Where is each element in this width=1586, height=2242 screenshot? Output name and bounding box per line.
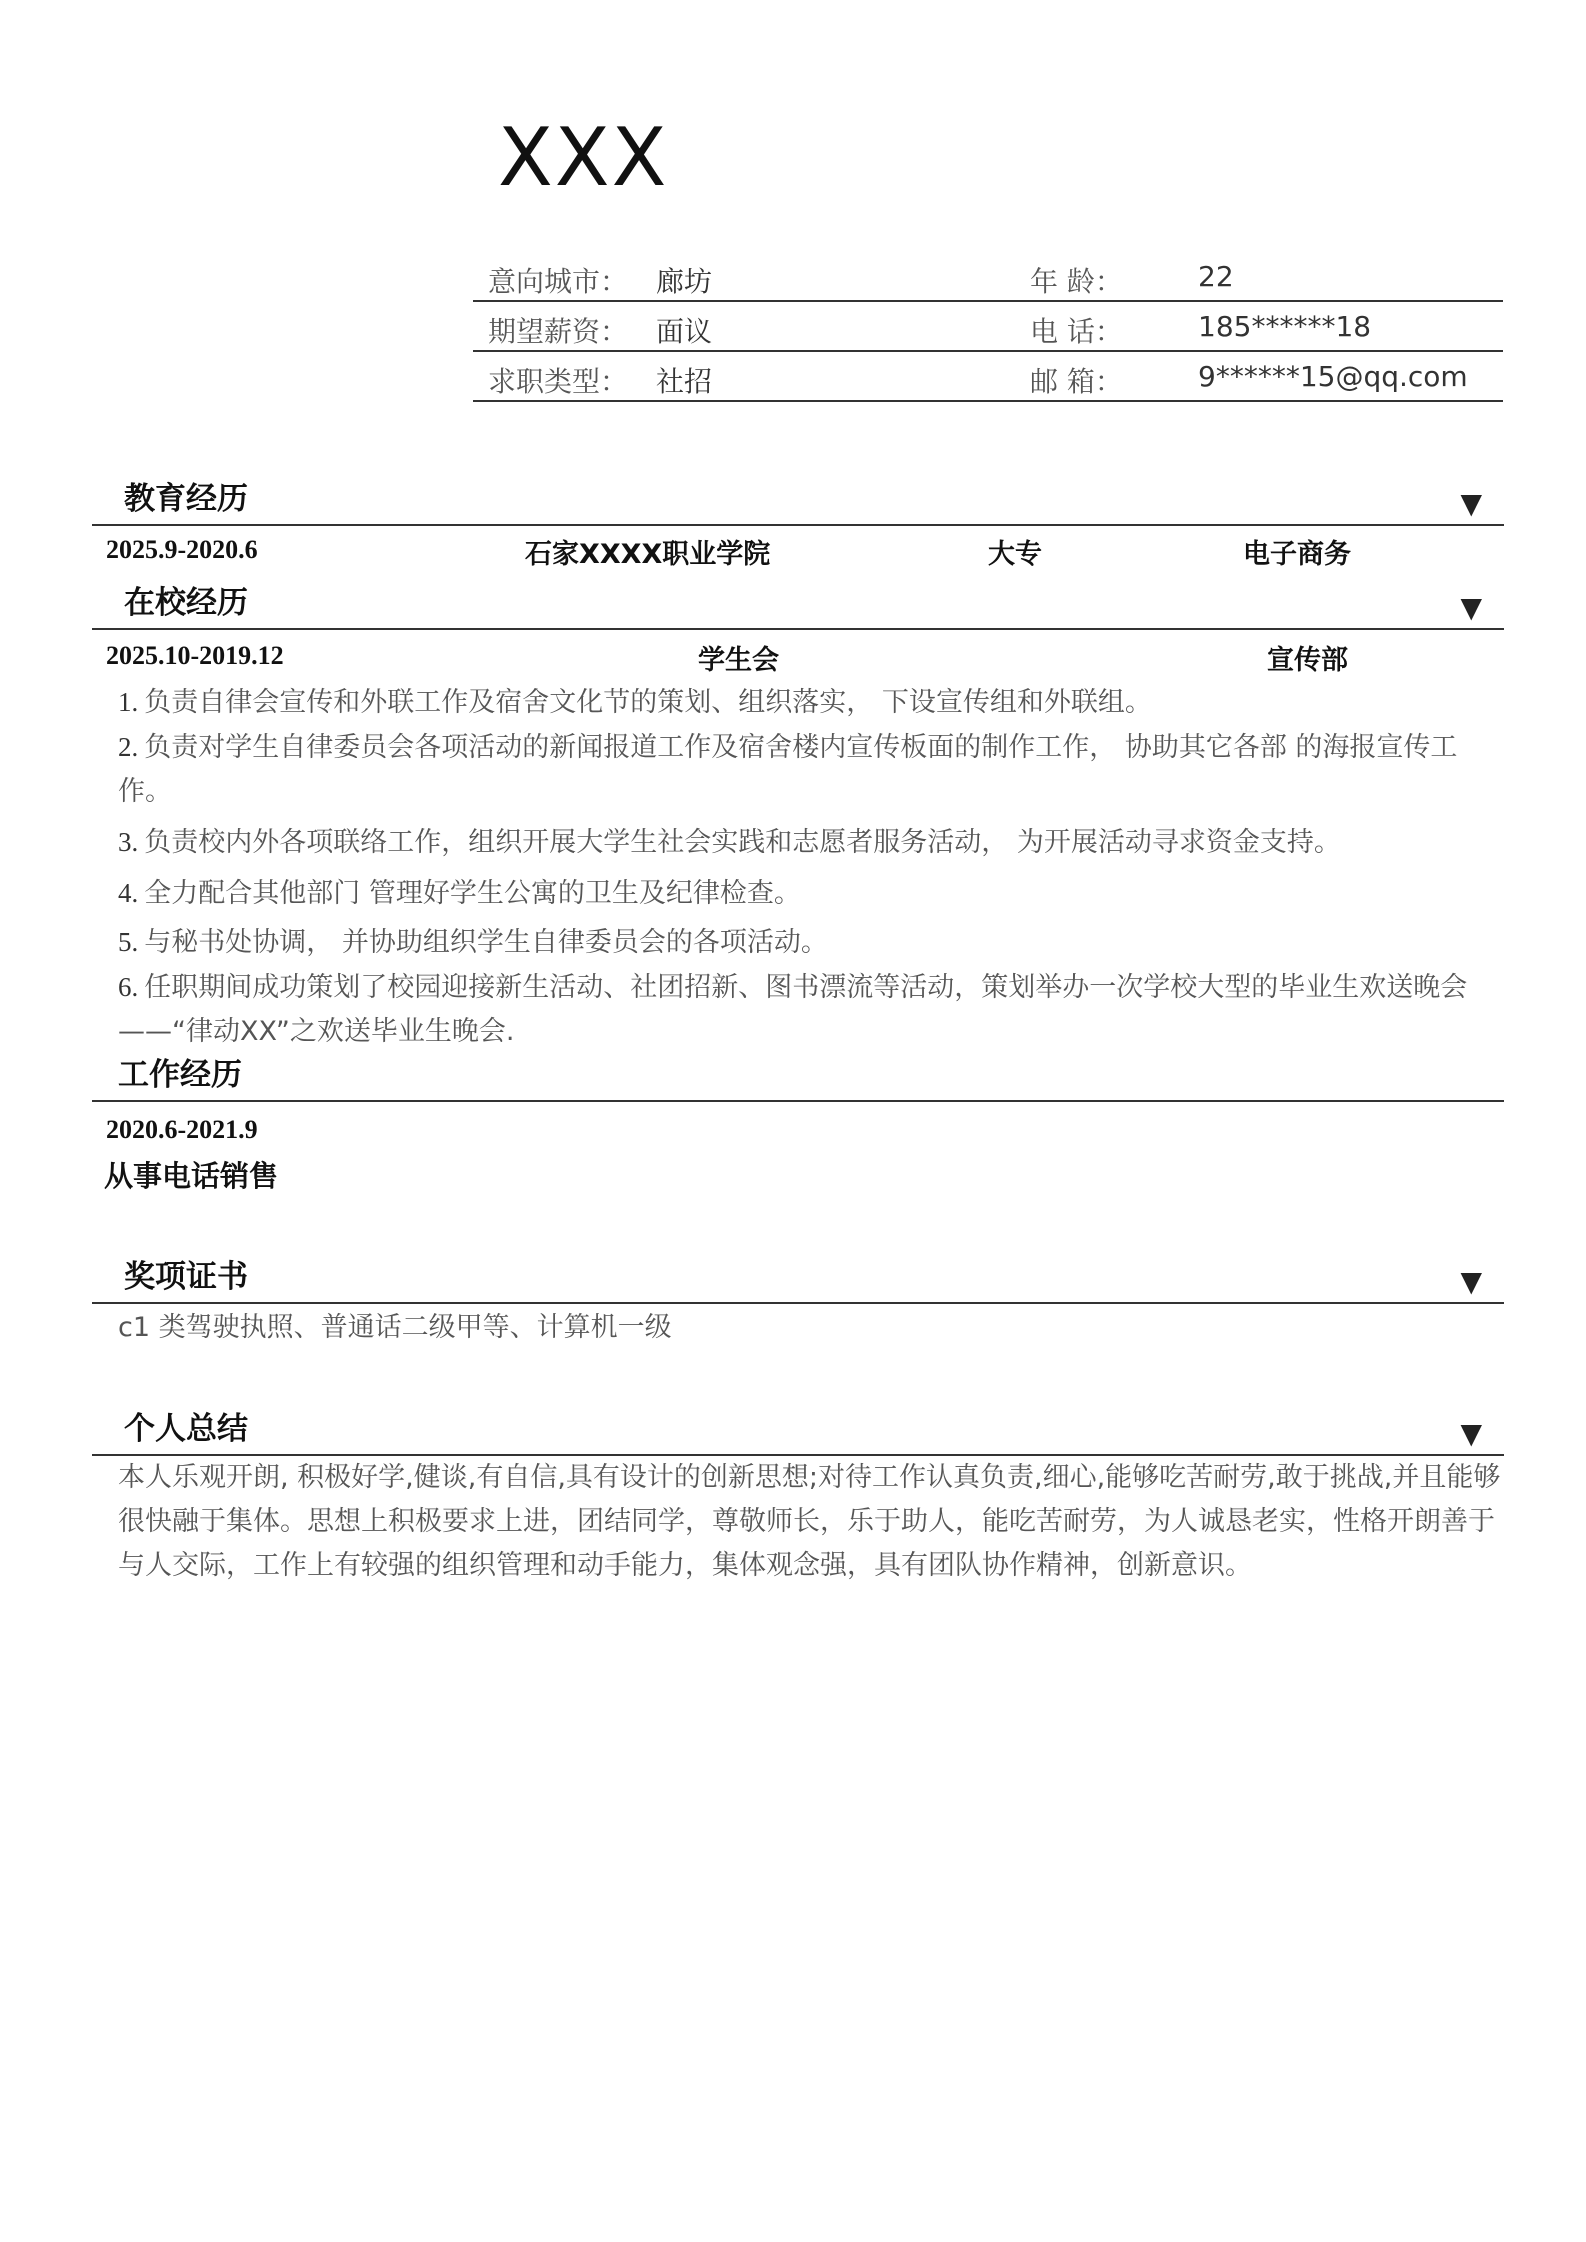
- awards-section-header: [92, 1248, 1504, 1304]
- list-item: [118, 680, 1503, 725]
- item-text: 全力配合其他部门 管理好学生公寓的卫生及纪律检查。: [144, 878, 801, 909]
- education-major: 电子商务: [1243, 539, 1351, 570]
- list-item: [118, 725, 1503, 814]
- info-row: [473, 302, 1503, 352]
- item-text: 任职期间成功策划了校园迎接新生活动、社团招新、图书漂流等活动，策划举办一次学校大型的毕业生欢送晚会 ——“律动XX”之欢送毕业生晚会.: [118, 972, 1468, 1047]
- info-row: [473, 252, 1503, 302]
- section-title: 工作经历: [118, 1057, 242, 1093]
- item-text: 负责对学生自律委员会各项活动的新闻报道工作及宿舍楼内宣传板面的制作工作， 协助其它各部 的海报宣传工作。: [118, 732, 1458, 807]
- section-title: 教育经历: [124, 481, 248, 517]
- info-row: [473, 352, 1503, 402]
- section-title: 奖项证书: [124, 1259, 248, 1295]
- info-label: 意向城市：: [488, 265, 629, 298]
- info-value: 面议: [656, 315, 713, 348]
- campus-dept: 宣传部: [1267, 645, 1348, 676]
- education-date: 2025.9-2020.6: [106, 535, 258, 564]
- info-value: 9******15@qq.com: [1198, 360, 1468, 393]
- list-item: [118, 820, 1503, 865]
- campus-duties-list: [118, 680, 1503, 1054]
- awards-text: c1 类驾驶执照、普通话二级甲等、计算机一级: [118, 1312, 672, 1343]
- item-number: 4.: [118, 878, 139, 908]
- section-title: 在校经历: [124, 585, 248, 621]
- item-number: 5.: [118, 927, 139, 957]
- info-label: 电 话：: [1030, 315, 1123, 348]
- info-label: 邮 箱：: [1030, 365, 1123, 398]
- item-number: 1.: [118, 687, 139, 717]
- item-text: 负责校内外各项联络工作，组织开展大学生社会实践和志愿者服务活动， 为开展活动寻求资金支持。: [144, 827, 1341, 858]
- item-text: 负责自律会宣传和外联工作及宿舍文化节的策划、组织落实， 下设宣传组和外联组。: [144, 687, 1152, 718]
- summary-section-header: [92, 1400, 1504, 1456]
- collapse-triangle-icon[interactable]: ▼: [1460, 487, 1482, 520]
- item-number: 2.: [118, 732, 139, 762]
- collapse-triangle-icon[interactable]: ▼: [1460, 591, 1482, 624]
- collapse-triangle-icon[interactable]: ▼: [1460, 1417, 1482, 1450]
- info-value: 185******18: [1198, 310, 1372, 343]
- campus-date: 2025.10-2019.12: [106, 641, 284, 670]
- personal-info-table: [473, 252, 1503, 402]
- item-number: 6.: [118, 972, 139, 1002]
- info-value: 22: [1198, 260, 1234, 293]
- campus-org: 学生会: [698, 645, 779, 676]
- work-date: 2020.6-2021.9: [106, 1115, 258, 1144]
- resume-name: XXX: [498, 111, 669, 204]
- info-label: 求职类型：: [488, 365, 629, 398]
- item-number: 3.: [118, 827, 139, 857]
- info-value: 社招: [656, 365, 713, 398]
- item-text: 与秘书处协调， 并协助组织学生自律委员会的各项活动。: [144, 927, 828, 958]
- education-degree: 大专: [988, 539, 1042, 570]
- collapse-triangle-icon[interactable]: ▼: [1460, 1265, 1482, 1298]
- work-description: 从事电话销售: [104, 1159, 279, 1193]
- list-item: [118, 871, 1503, 916]
- summary-text: 本人乐观开朗, 积极好学,健谈,有自信,具有设计的创新思想;对待工作认真负责,细心,能够吃苦耐劳,敢于挑战,并且能够很快融于集体。思想上积极要求上进，团结同学，尊敬师长，乐于助人，能吃苦耐劳，为人诚恳老实，性格开朗善于与人交际，工作上有较强的组织管理和动手能力，集体观念强，具有团队协作精神，创新意识。: [118, 1462, 1501, 1581]
- list-item: [118, 965, 1503, 1054]
- work-section-header: [92, 1046, 1504, 1102]
- list-item: [118, 920, 1503, 965]
- campus-section-header: [92, 574, 1504, 630]
- section-title: 个人总结: [124, 1411, 248, 1447]
- info-label: 期望薪资：: [488, 315, 629, 348]
- info-value: 廊坊: [656, 265, 713, 298]
- info-label: 年 龄：: [1030, 265, 1123, 298]
- education-school: 石家XXXX职业学院: [525, 539, 771, 570]
- education-section-header: [92, 470, 1504, 526]
